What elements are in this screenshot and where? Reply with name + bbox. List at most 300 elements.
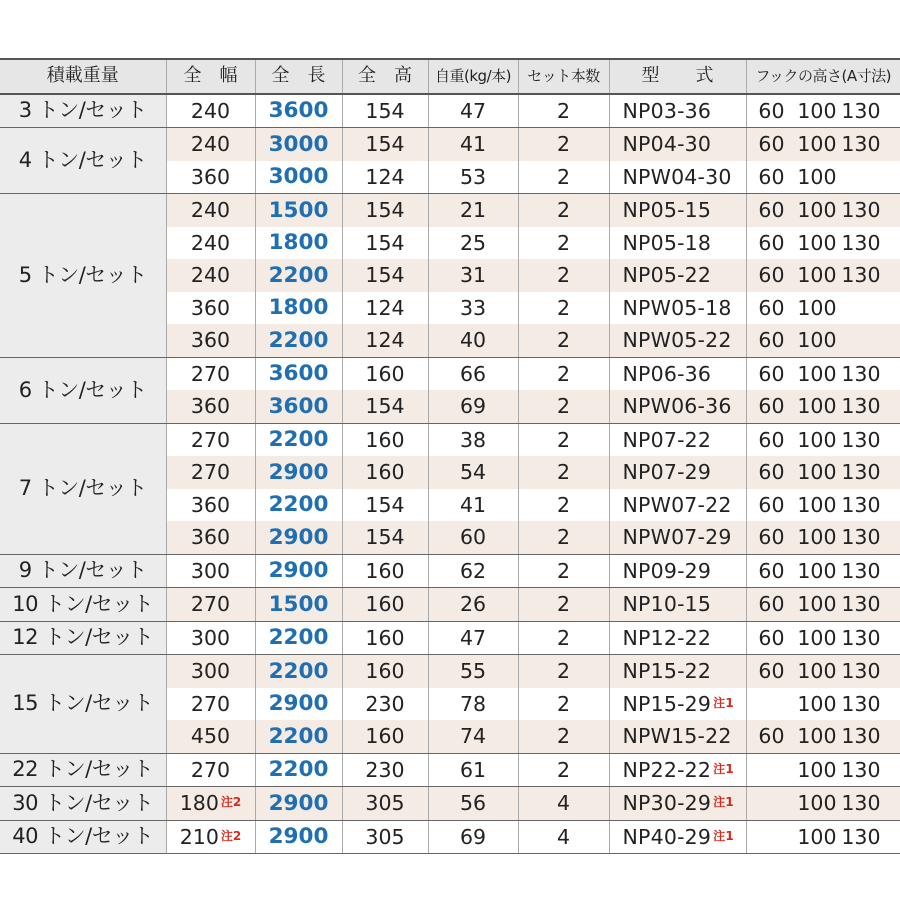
height-cell: 154 [342,489,428,522]
height-cell: 160 [342,456,428,489]
hook-height-value: 60 [758,295,785,320]
hook-height-value: 100 [797,427,837,452]
hook-height-value: 60 [758,328,785,352]
weight-cell: 62 [428,554,518,588]
header-hook-height: フックの高さ(A寸法) [746,59,900,94]
width-cell [166,820,255,854]
width-cell [166,688,255,721]
hook-height-cell [746,128,900,161]
model-cell [609,720,746,753]
hook-height-cell [746,554,900,588]
length-cell: 2200 [255,655,342,688]
hook-height-cell [746,489,900,522]
note-badge: 注1 [713,695,734,710]
weight-cell: 66 [428,357,518,390]
hook-height-value: 130 [841,361,881,386]
hook-height-value: 130 [841,724,881,748]
weight-cell: 54 [428,456,518,489]
hook-height-value: 100 [797,295,837,320]
width-value: 360 [190,525,231,549]
model-value: NP15-22 [622,659,712,683]
width-cell [166,292,255,325]
hook-height-cell [746,259,900,292]
set-count-cell: 2 [518,227,609,260]
width-value: 240 [190,198,231,222]
model-value: NPW04-30 [622,164,732,189]
hook-height-value: 130 [841,460,881,484]
set-count-cell: 2 [518,489,609,522]
height-cell: 154 [342,94,428,128]
hook-height-value: 100 [797,558,837,583]
height-cell: 154 [342,194,428,227]
set-count-cell: 4 [518,787,609,821]
header-weight: 自重(kg/本) [428,59,518,94]
model-cell [609,161,746,194]
table-row [0,655,900,688]
width-cell [166,227,255,260]
width-value: 360 [190,295,231,320]
hook-height-value: 100 [797,230,837,255]
hook-height-cell [746,292,900,325]
hook-height-value: 130 [841,824,881,849]
hook-height-value: 130 [841,132,881,156]
hook-height-cell [746,423,900,456]
width-cell [166,720,255,753]
width-value: 360 [190,328,231,352]
length-cell: 2200 [255,621,342,655]
width-value: 210 [179,824,219,849]
model-value: NP03-36 [622,98,712,123]
length-cell: 1800 [255,292,342,325]
weight-cell: 78 [428,688,518,721]
hook-height-cell [746,588,900,622]
header-load: 積載重量 [0,59,166,94]
hook-height-value: 60 [758,98,785,123]
weight-cell: 55 [428,655,518,688]
width-value: 300 [190,625,231,650]
model-value: NPW15-22 [622,724,732,748]
hook-height-value: 60 [758,592,785,616]
hook-height-value: 100 [797,659,837,683]
load-capacity-cell: 7 トン/セット [0,423,166,554]
width-value: 270 [190,460,231,484]
set-count-cell: 2 [518,720,609,753]
width-value: 450 [190,724,231,748]
set-count-cell: 2 [518,161,609,194]
hook-height-value: 130 [841,791,881,815]
header-model: 型 式 [609,59,746,94]
model-cell [609,259,746,292]
hook-height-value: 60 [758,460,785,484]
width-cell [166,621,255,655]
hook-height-value: 130 [841,757,881,782]
set-count-cell: 2 [518,456,609,489]
model-value: NP10-15 [622,592,712,616]
table-row [0,94,900,128]
load-capacity-cell: 40 トン/セット [0,820,166,854]
table-row [0,128,900,161]
table-row [0,194,900,227]
height-cell: 160 [342,720,428,753]
table-row [0,423,900,456]
weight-cell: 56 [428,787,518,821]
table-row [0,787,900,821]
model-cell [609,357,746,390]
table-row [0,820,900,854]
hook-height-value: 100 [797,625,837,650]
weight-cell: 60 [428,521,518,554]
weight-cell: 53 [428,161,518,194]
hook-height-value: 130 [841,198,881,222]
length-cell: 2900 [255,521,342,554]
height-cell: 160 [342,655,428,688]
load-capacity-cell: 5 トン/セット [0,194,166,358]
note-badge: 注2 [220,828,242,843]
hook-height-value: 130 [841,98,881,123]
hook-height-value: 100 [797,328,837,352]
model-value: NP07-22 [622,427,712,452]
model-cell [609,688,746,721]
note-badge: 注1 [713,795,734,809]
model-cell [609,423,746,456]
weight-cell: 25 [428,227,518,260]
height-cell: 160 [342,554,428,588]
hook-height-value: 130 [841,263,881,287]
set-count-cell: 2 [518,128,609,161]
width-value: 360 [190,492,231,517]
header-height: 全 高 [342,59,428,94]
hook-height-value: 60 [758,263,785,287]
weight-cell: 41 [428,489,518,522]
model-value: NPW06-36 [622,394,732,418]
weight-cell: 41 [428,128,518,161]
hook-height-cell [746,161,900,194]
hook-height-value: 100 [797,724,837,748]
width-cell [166,554,255,588]
load-capacity-cell: 9 トン/セット [0,554,166,588]
hook-height-value: 130 [841,691,881,716]
hook-height-value: 100 [797,460,837,484]
set-count-cell: 2 [518,292,609,325]
weight-cell: 69 [428,820,518,854]
set-count-cell: 4 [518,820,609,854]
width-cell [166,655,255,688]
width-value: 270 [190,427,231,452]
hook-height-value: 130 [841,230,881,255]
model-cell [609,588,746,622]
set-count-cell: 2 [518,194,609,227]
hook-height-cell [746,621,900,655]
weight-cell: 61 [428,753,518,787]
load-capacity-cell: 22 トン/セット [0,753,166,787]
width-value: 240 [190,98,231,123]
hook-height-value: 60 [758,625,785,650]
width-cell [166,787,255,821]
hook-height-value: 100 [797,592,837,616]
hook-height-cell [746,390,900,423]
hook-height-cell [746,688,900,721]
model-cell [609,787,746,821]
header-length: 全 長 [255,59,342,94]
spec-table [0,58,900,854]
weight-cell: 38 [428,423,518,456]
hook-height-cell [746,720,900,753]
width-value: 240 [190,263,231,287]
width-cell [166,423,255,456]
model-value: NP40-29 [622,824,712,849]
set-count-cell: 2 [518,554,609,588]
length-cell: 1800 [255,227,342,260]
hook-height-value: 100 [797,263,837,287]
length-cell: 2200 [255,489,342,522]
height-cell: 230 [342,688,428,721]
header-count: セット本数 [518,59,609,94]
hook-height-cell [746,655,900,688]
width-value: 270 [190,592,231,616]
weight-cell: 47 [428,621,518,655]
height-cell: 230 [342,753,428,787]
hook-height-value: 100 [797,492,837,517]
length-cell: 2200 [255,324,342,357]
model-cell [609,128,746,161]
weight-cell: 69 [428,390,518,423]
hook-height-cell [746,227,900,260]
table-body [0,94,900,854]
hook-height-value: 100 [797,164,837,189]
hook-height-value: 100 [797,98,837,123]
hook-height-cell [746,94,900,128]
width-cell [166,324,255,357]
set-count-cell: 2 [518,390,609,423]
hook-height-value: 130 [841,492,881,517]
length-cell: 2900 [255,688,342,721]
width-cell [166,456,255,489]
width-cell [166,128,255,161]
set-count-cell: 2 [518,94,609,128]
length-cell: 2900 [255,787,342,821]
height-cell: 154 [342,390,428,423]
width-value: 270 [190,691,231,716]
model-value: NP15-29 [622,691,712,716]
hook-height-value: 100 [797,361,837,386]
load-capacity-cell: 4 トン/セット [0,128,166,194]
height-cell: 160 [342,357,428,390]
width-value: 360 [190,394,231,418]
model-value: NPW07-22 [622,492,732,517]
load-capacity-cell: 6 トン/セット [0,357,166,423]
hook-height-cell [746,324,900,357]
height-cell: 305 [342,820,428,854]
hook-height-cell [746,194,900,227]
hook-height-value: 60 [758,558,785,583]
model-cell [609,292,746,325]
model-cell [609,753,746,787]
set-count-cell: 2 [518,753,609,787]
width-value: 270 [190,757,231,782]
height-cell: 160 [342,588,428,622]
note-badge: 注1 [713,761,734,776]
hook-height-value: 100 [797,394,837,418]
hook-height-value: 100 [797,198,837,222]
length-cell: 2200 [255,753,342,787]
length-cell: 2900 [255,456,342,489]
weight-cell: 74 [428,720,518,753]
model-cell [609,621,746,655]
hook-height-value: 60 [758,724,785,748]
weight-cell: 31 [428,259,518,292]
table-row [0,753,900,787]
height-cell: 124 [342,161,428,194]
weight-cell: 21 [428,194,518,227]
model-cell [609,94,746,128]
hook-height-value: 100 [797,691,837,716]
note-badge: 注2 [220,795,242,809]
model-value: NP05-18 [622,230,712,255]
length-cell: 2200 [255,423,342,456]
load-capacity-cell: 15 トン/セット [0,655,166,754]
height-cell: 154 [342,128,428,161]
hook-height-value: 60 [758,198,785,222]
hook-height-cell [746,753,900,787]
width-cell [166,588,255,622]
width-cell [166,357,255,390]
model-value: NP30-29 [622,791,712,815]
model-cell [609,655,746,688]
width-value: 360 [190,164,231,189]
length-cell: 2900 [255,820,342,854]
weight-cell: 40 [428,324,518,357]
model-cell [609,456,746,489]
hook-height-value: 60 [758,361,785,386]
model-value: NP07-29 [622,460,712,484]
load-capacity-cell: 30 トン/セット [0,787,166,821]
model-value: NP05-15 [622,198,712,222]
set-count-cell: 2 [518,423,609,456]
model-cell [609,227,746,260]
model-value: NPW05-18 [622,295,732,320]
header-width: 全 幅 [166,59,255,94]
model-value: NP05-22 [622,263,712,287]
hook-height-value: 60 [758,164,785,189]
width-value: 300 [190,659,231,683]
set-count-cell: 2 [518,588,609,622]
hook-height-value: 130 [841,625,881,650]
height-cell: 160 [342,621,428,655]
height-cell: 154 [342,259,428,292]
hook-height-value: 100 [797,791,837,815]
model-value: NPW07-29 [622,525,732,549]
height-cell: 154 [342,227,428,260]
hook-height-cell [746,456,900,489]
height-cell: 154 [342,521,428,554]
length-cell: 1500 [255,194,342,227]
load-capacity-cell: 10 トン/セット [0,588,166,622]
table-row [0,588,900,622]
length-cell: 3600 [255,94,342,128]
length-cell: 2200 [255,720,342,753]
height-cell: 124 [342,292,428,325]
model-value: NP22-22 [622,757,712,782]
header-row [0,59,900,94]
length-cell: 3600 [255,390,342,423]
weight-cell: 26 [428,588,518,622]
hook-height-value: 130 [841,525,881,549]
length-cell: 2200 [255,259,342,292]
set-count-cell: 2 [518,357,609,390]
model-value: NP04-30 [622,132,712,156]
width-cell [166,161,255,194]
model-cell [609,489,746,522]
weight-cell: 47 [428,94,518,128]
length-cell: 3000 [255,161,342,194]
width-cell [166,489,255,522]
hook-height-value: 130 [841,592,881,616]
hook-height-value: 130 [841,427,881,452]
weight-cell: 33 [428,292,518,325]
hook-height-cell [746,521,900,554]
table-row [0,357,900,390]
hook-height-cell [746,820,900,854]
model-cell [609,820,746,854]
set-count-cell: 2 [518,621,609,655]
model-cell [609,521,746,554]
hook-height-value: 60 [758,659,785,683]
width-cell [166,94,255,128]
table-row [0,554,900,588]
hook-height-value: 100 [797,132,837,156]
length-cell: 1500 [255,588,342,622]
model-value: NP12-22 [622,625,712,650]
hook-height-cell [746,357,900,390]
width-value: 180 [179,791,219,815]
table-row [0,621,900,655]
hook-height-value: 60 [758,427,785,452]
hook-height-value: 100 [797,824,837,849]
width-cell [166,521,255,554]
model-value: NP09-29 [622,558,712,583]
hook-height-value: 60 [758,132,785,156]
width-value: 240 [190,132,231,156]
length-cell: 3600 [255,357,342,390]
hook-height-value: 60 [758,492,785,517]
model-cell [609,390,746,423]
width-cell [166,259,255,292]
width-cell [166,753,255,787]
model-cell [609,324,746,357]
model-value: NPW05-22 [622,328,732,352]
load-capacity-cell: 12 トン/セット [0,621,166,655]
set-count-cell: 2 [518,688,609,721]
set-count-cell: 2 [518,655,609,688]
hook-height-value: 130 [841,659,881,683]
hook-height-value: 60 [758,230,785,255]
hook-height-value: 100 [797,757,837,782]
hook-height-value: 60 [758,525,785,549]
width-value: 240 [190,230,231,255]
set-count-cell: 2 [518,521,609,554]
model-value: NP06-36 [622,361,712,386]
width-cell [166,194,255,227]
note-badge: 注1 [713,828,734,843]
hook-height-value: 130 [841,558,881,583]
load-capacity-cell: 3 トン/セット [0,94,166,128]
hook-height-value: 60 [758,394,785,418]
height-cell: 160 [342,423,428,456]
width-cell [166,390,255,423]
height-cell: 124 [342,324,428,357]
hook-height-cell [746,787,900,821]
length-cell: 2900 [255,554,342,588]
